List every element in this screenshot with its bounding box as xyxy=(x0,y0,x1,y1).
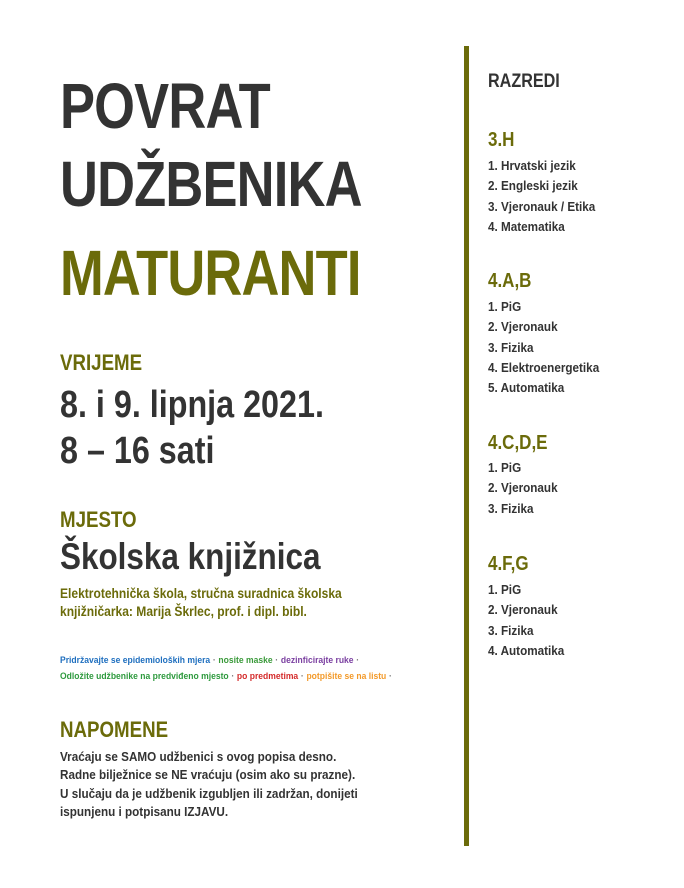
tip-separator: · xyxy=(300,671,304,682)
tip-separator: · xyxy=(212,655,216,666)
time-label: VRIJEME xyxy=(60,350,143,375)
tip-separator: · xyxy=(231,671,235,682)
tip-epidemic-measures: Pridržavajte se epidemioloških mjera xyxy=(60,655,211,666)
grade-3h-subjects xyxy=(488,156,595,237)
grade-4cde-subjects xyxy=(488,458,558,519)
place-name: Školska knjižnica xyxy=(60,536,321,577)
tip-sign-list: potpišite se na listu xyxy=(306,671,387,682)
grade-4fg-subjects xyxy=(488,580,564,661)
grade-4ab-subjects xyxy=(488,297,599,398)
tip-by-subject: po predmetima xyxy=(236,671,299,682)
tips-line-1 xyxy=(60,656,362,666)
notes-line: Radne bilježnice se NE vraćuju (osim ako su prazne). xyxy=(60,767,356,783)
place-detail-line-2: knjižničarka: Marija Škrlec, prof. i dipl. bibl. xyxy=(60,603,307,619)
place-detail-line-1: Elektrotehnička škola, stručna suradnica školska xyxy=(60,585,342,601)
notes-line: Vraćaju se SAMO udžbenici s ovog popisa desno. xyxy=(60,749,337,764)
subject-item: 2. Vjeronauk xyxy=(488,480,558,496)
grade-4cde-title: 4.C,D,E xyxy=(488,432,548,454)
subject-item: 1. Hrvatski jezik xyxy=(488,158,576,173)
notes-line: ispunjenu i potpisanu IZJAVU. xyxy=(60,804,229,820)
grade-3h-title: 3.H xyxy=(488,129,515,151)
title-line-3: MATURANTI xyxy=(60,237,361,309)
subject-item: 3. Fizika xyxy=(488,339,534,355)
tip-separator: · xyxy=(275,655,279,666)
notes-line: U slučaju da je udžbenik izgubljen ili zadržan, donijeti xyxy=(60,785,358,801)
grade-4ab-title: 4.A,B xyxy=(488,270,532,292)
grade-4fg-title: 4.F,G xyxy=(488,553,529,575)
notes-label: NAPOMENE xyxy=(60,717,169,742)
column-divider xyxy=(464,46,469,846)
subject-item: 4. Matematika xyxy=(488,218,565,234)
grades-heading: RAZREDI xyxy=(488,71,560,92)
subject-item: 1. PiG xyxy=(488,582,522,597)
subject-item: 2. Vjeronauk xyxy=(488,319,558,335)
subject-item: 1. PiG xyxy=(488,299,522,314)
notes-text xyxy=(60,748,358,822)
time-hours: 8 – 16 sati xyxy=(60,430,215,472)
subject-item: 4. Automatika xyxy=(488,642,565,658)
subject-item: 2. Vjeronauk xyxy=(488,602,558,618)
title-line-2: UDŽBENIKA xyxy=(60,148,362,220)
tip-separator: · xyxy=(356,655,360,666)
subject-item: 2. Engleski jezik xyxy=(488,178,578,194)
place-label: MJESTO xyxy=(60,507,137,532)
tip-masks: nosite maske xyxy=(218,655,273,666)
subject-item: 5. Automatika xyxy=(488,380,565,396)
subject-item: 3. Vjeronauk / Etika xyxy=(488,198,596,214)
tip-return-place: Odložite udžbenike na predviđeno mjesto xyxy=(60,671,229,682)
title-line-1: POVRAT xyxy=(60,70,270,142)
subject-item: 4. Elektroenergetika xyxy=(488,359,600,375)
subject-item: 3. Fizika xyxy=(488,622,534,638)
subject-item: 1. PiG xyxy=(488,460,522,475)
subject-item: 3. Fizika xyxy=(488,500,534,516)
time-date: 8. i 9. lipnja 2021. xyxy=(60,384,324,426)
tip-separator: · xyxy=(388,671,392,682)
tip-disinfect: dezinficirajte ruke xyxy=(280,655,354,666)
tips-line-2 xyxy=(60,672,395,682)
